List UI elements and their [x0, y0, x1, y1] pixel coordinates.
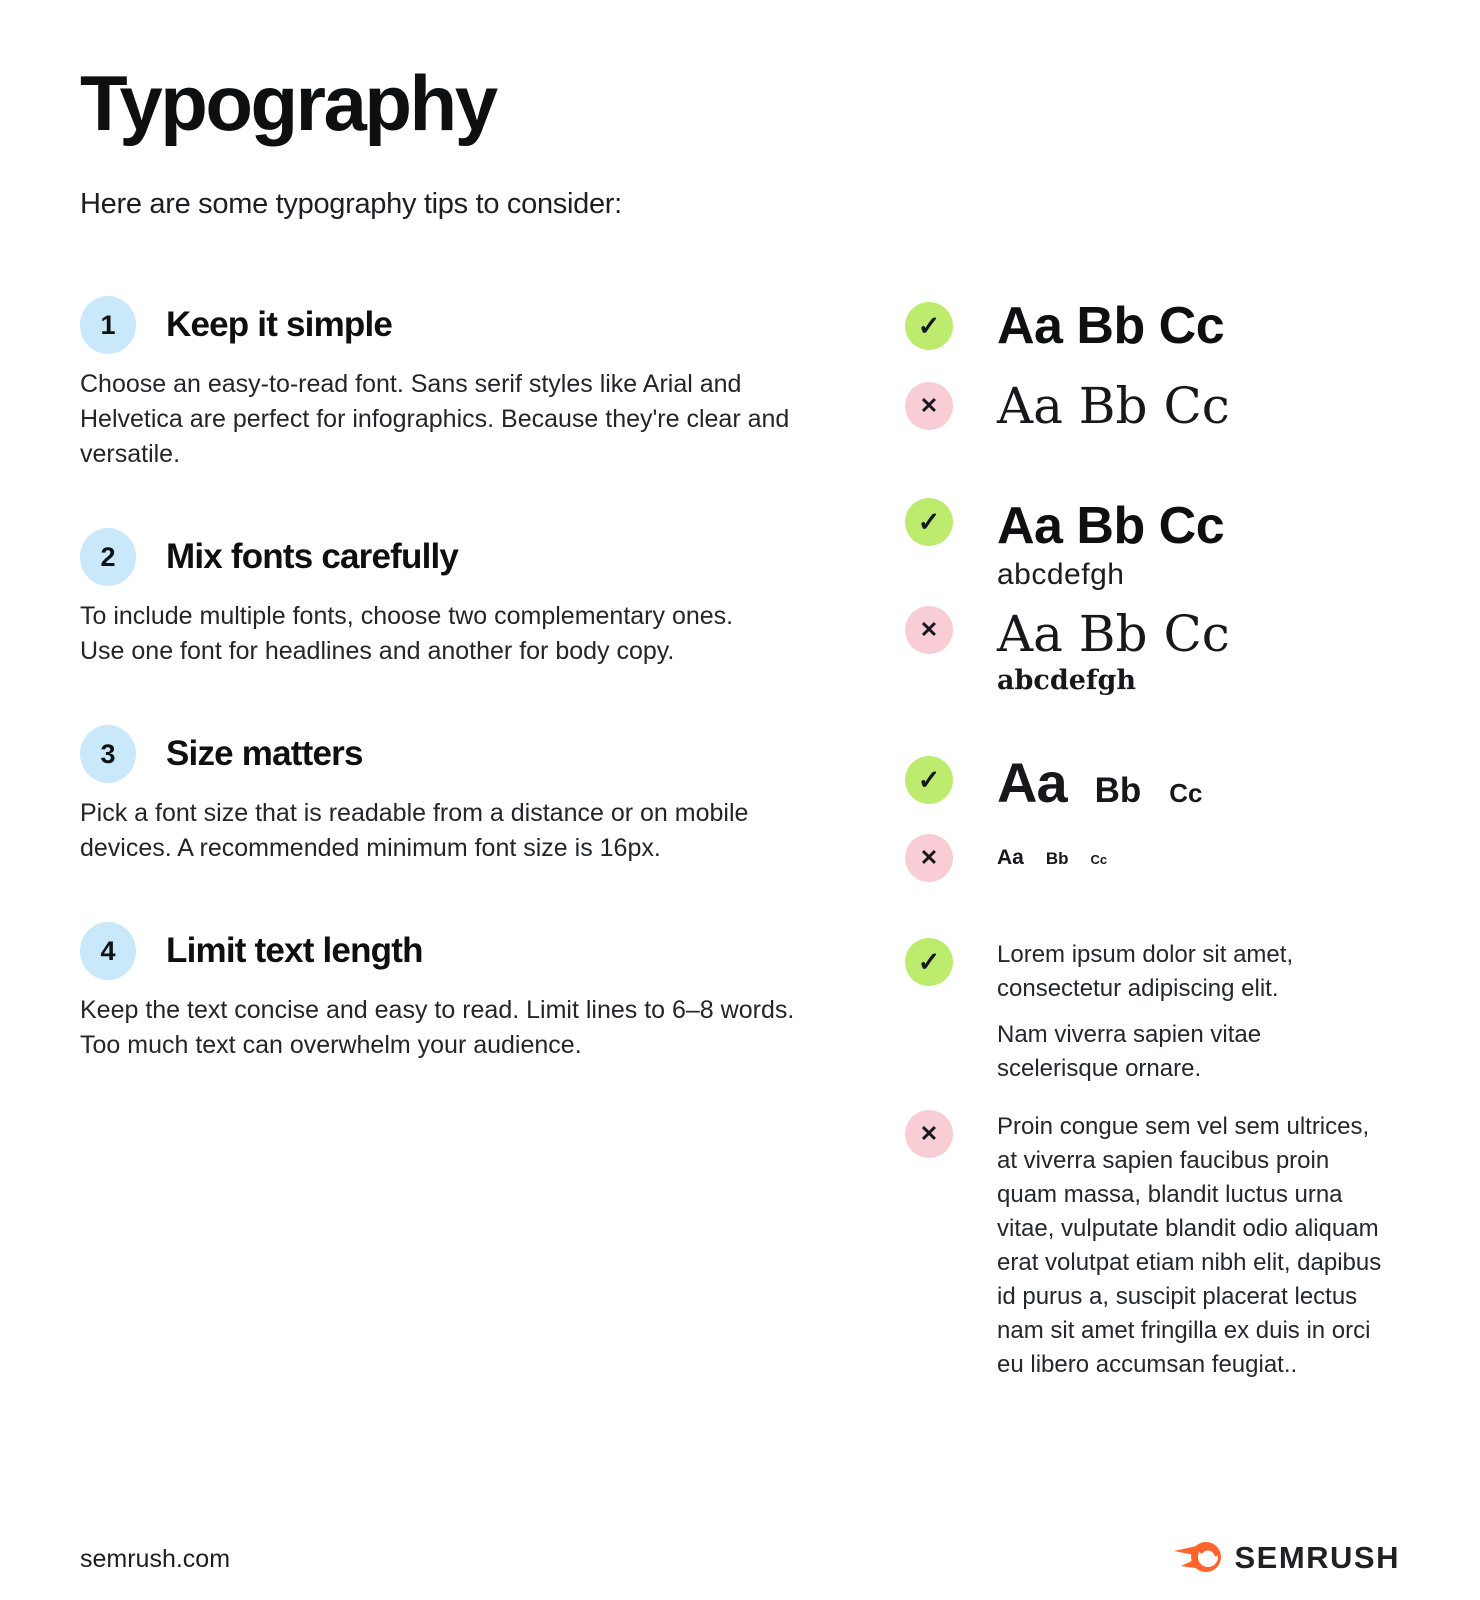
example-size-good	[905, 750, 1405, 814]
tip-mix-fonts-carefully	[80, 528, 855, 669]
size-small-sample: Cc	[1090, 852, 1108, 867]
tip-heading: Size matters	[166, 734, 363, 773]
semrush-flame-icon	[1174, 1538, 1224, 1578]
page-subtitle: Here are some typography tips to consider:	[80, 188, 622, 220]
check-icon: ✓	[905, 302, 953, 350]
cross-icon: ✕	[905, 1110, 953, 1158]
tip-limit-text-length	[80, 922, 855, 1063]
cross-icon: ✕	[905, 382, 953, 430]
cross-icon: ✕	[905, 834, 953, 882]
tip-header	[80, 922, 855, 980]
tips-list	[80, 296, 855, 1119]
font-pair-sample	[997, 606, 1230, 700]
size-small-sample: Cc	[1169, 778, 1203, 808]
long-text-sample: Proin congue sem vel sem ultrices, at viverra sapien faucibus proin quam massa, blandit luctus urna vitae, vulputate blandit odio aliquam erat volutpat etiam nibh elit, dapibus id purus a, suscipit placerat lectus nam sit amet fringilla ex duis in orci eu libero accumsan feugiat..	[997, 1113, 1382, 1378]
semrush-logo	[1174, 1538, 1400, 1578]
short-text-para1: Lorem ipsum dolor sit amet, consectetur adipiscing elit.	[997, 941, 1294, 1002]
example-length-good	[905, 938, 1405, 1086]
example-size-bad	[905, 834, 1405, 882]
tip-body: Pick a font size that is readable from a distance or on mobile devices. A recommended minimum font size is 16px.	[80, 799, 749, 862]
body-font-sample: abcdefgh	[997, 665, 1136, 696]
serif-font-sample: Aa Bb Cc	[997, 377, 1230, 435]
examples-list	[905, 298, 1405, 1382]
tip-number-badge: 1	[80, 296, 136, 354]
size-medium-sample: Bb	[1045, 849, 1069, 868]
example-length-bad	[905, 1110, 1405, 1382]
example-mix-good	[905, 498, 1405, 596]
tip-number-badge: 4	[80, 922, 136, 980]
size-medium-sample: Bb	[1094, 771, 1142, 810]
headline-font-sample: Aa Bb Cc	[997, 497, 1225, 555]
tip-keep-it-simple	[80, 296, 855, 472]
tip-header	[80, 528, 855, 586]
tip-body: Keep the text concise and easy to read. Limit lines to 6–8 words. Too much text can overwhelm your audience.	[80, 996, 795, 1059]
size-large-sample: Aa	[997, 846, 1024, 869]
check-icon: ✓	[905, 498, 953, 546]
tip-number-badge: 3	[80, 725, 136, 783]
size-large-sample: Aa	[997, 751, 1067, 814]
cross-icon: ✕	[905, 606, 953, 654]
short-text-para2: Nam viverra sapien vitae scelerisque ornare.	[997, 1021, 1262, 1082]
example-simple-bad	[905, 378, 1405, 434]
body-font-sample: abcdefgh	[997, 558, 1125, 591]
tip-number-badge: 2	[80, 528, 136, 586]
size-scale-sample	[997, 750, 1203, 814]
tip-size-matters	[80, 725, 855, 866]
tip-header	[80, 725, 855, 783]
tip-heading: Limit text length	[166, 931, 423, 970]
tip-heading: Mix fonts carefully	[166, 537, 459, 576]
size-scale-sample	[997, 846, 1107, 870]
page-title: Typography	[80, 59, 496, 147]
tip-body: To include multiple fonts, choose two complementary ones. Use one font for headlines and another for body copy.	[80, 602, 734, 665]
footer-site-url: semrush.com	[80, 1545, 231, 1573]
font-pair-sample	[997, 498, 1224, 596]
sans-font-sample: Aa Bb Cc	[997, 297, 1225, 355]
short-text-sample	[997, 938, 1327, 1086]
example-simple-good	[905, 298, 1405, 354]
headline-font-sample: Aa Bb Cc	[997, 605, 1230, 663]
example-mix-bad	[905, 606, 1405, 700]
check-icon: ✓	[905, 756, 953, 804]
tip-body: Choose an easy-to-read font. Sans serif styles like Arial and Helvetica are perfect for infographics. Because they're clear and versatile.	[80, 370, 790, 468]
tip-heading: Keep it simple	[166, 305, 393, 344]
check-icon: ✓	[905, 938, 953, 986]
tip-header	[80, 296, 855, 354]
semrush-wordmark: SEMRUSH	[1234, 1540, 1400, 1575]
